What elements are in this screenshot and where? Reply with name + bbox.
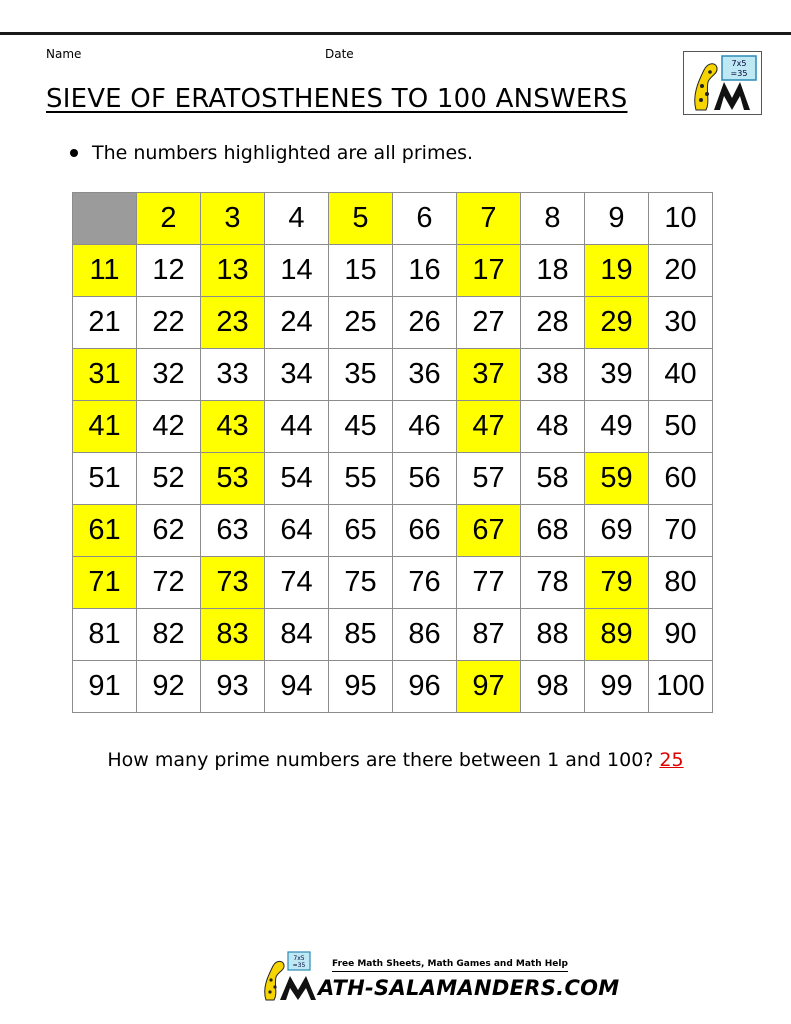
grid-cell: 36 — [393, 349, 457, 401]
grid-cell-prime: 97 — [457, 661, 521, 713]
grid-cell: 45 — [329, 401, 393, 453]
grid-cell-prime: 79 — [585, 557, 649, 609]
date-label: Date — [325, 47, 354, 61]
question-text: How many prime numbers are there between 1 and 100? — [107, 749, 654, 771]
grid-cell: 42 — [137, 401, 201, 453]
svg-text:7x5: 7x5 — [731, 59, 747, 68]
grid-cell: 58 — [521, 453, 585, 505]
grid-cell: 62 — [137, 505, 201, 557]
grid-row — [73, 661, 713, 713]
question — [0, 749, 791, 771]
grid-cell: 63 — [201, 505, 265, 557]
grid-row — [73, 297, 713, 349]
grid-cell: 80 — [649, 557, 713, 609]
grid-cell: 82 — [137, 609, 201, 661]
instruction-item — [70, 142, 473, 164]
grid-cell: 8 — [521, 193, 585, 245]
grid-cell: 68 — [521, 505, 585, 557]
grid-cell: 96 — [393, 661, 457, 713]
grid-cell: 10 — [649, 193, 713, 245]
grid-cell: 65 — [329, 505, 393, 557]
grid-cell: 52 — [137, 453, 201, 505]
grid-cell: 27 — [457, 297, 521, 349]
grid-cell-prime: 83 — [201, 609, 265, 661]
grid-cell-prime: 2 — [137, 193, 201, 245]
grid-cell-prime: 43 — [201, 401, 265, 453]
bullet-icon — [70, 149, 78, 157]
grid-cell: 84 — [265, 609, 329, 661]
logo — [683, 51, 762, 115]
grid-cell-prime: 17 — [457, 245, 521, 297]
grid-cell: 12 — [137, 245, 201, 297]
grid-cell: 70 — [649, 505, 713, 557]
grid-cell: 85 — [329, 609, 393, 661]
grid-cell: 88 — [521, 609, 585, 661]
grid-cell-prime: 37 — [457, 349, 521, 401]
grid-cell: 66 — [393, 505, 457, 557]
grid-cell: 100 — [649, 661, 713, 713]
grid-cell: 60 — [649, 453, 713, 505]
salamander-teacher-icon — [258, 950, 322, 1002]
footer-site-name: ATH-SALAMANDERS.COM — [318, 976, 620, 1000]
grid-cell: 46 — [393, 401, 457, 453]
grid-cell-prime: 19 — [585, 245, 649, 297]
grid-cell: 50 — [649, 401, 713, 453]
grid-cell: 55 — [329, 453, 393, 505]
grid-row — [73, 401, 713, 453]
grid-cell: 4 — [265, 193, 329, 245]
grid-cell-prime: 71 — [73, 557, 137, 609]
salamander-teacher-icon — [684, 52, 761, 114]
sieve-grid — [72, 192, 713, 713]
grid-cell: 76 — [393, 557, 457, 609]
grid-cell-prime: 47 — [457, 401, 521, 453]
grid-cell: 30 — [649, 297, 713, 349]
grid-cell: 33 — [201, 349, 265, 401]
grid-cell: 78 — [521, 557, 585, 609]
grid-cell-prime: 59 — [585, 453, 649, 505]
name-label: Name — [46, 47, 82, 61]
grid-cell-prime: 41 — [73, 401, 137, 453]
grid-cell: 95 — [329, 661, 393, 713]
grid-cell-crossed — [73, 193, 137, 245]
grid-cell: 90 — [649, 609, 713, 661]
grid-cell: 28 — [521, 297, 585, 349]
grid-cell-prime: 29 — [585, 297, 649, 349]
grid-cell: 18 — [521, 245, 585, 297]
grid-cell-prime: 89 — [585, 609, 649, 661]
grid-cell-prime: 3 — [201, 193, 265, 245]
grid-cell: 15 — [329, 245, 393, 297]
grid-cell-prime: 53 — [201, 453, 265, 505]
svg-text:=35: =35 — [730, 69, 748, 78]
grid-row — [73, 557, 713, 609]
svg-text:7x5: 7x5 — [293, 955, 305, 962]
grid-row — [73, 193, 713, 245]
grid-cell-prime: 61 — [73, 505, 137, 557]
grid-cell: 32 — [137, 349, 201, 401]
page-title: SIEVE OF ERATOSTHENES TO 100 ANSWERS — [46, 84, 628, 114]
grid-cell: 25 — [329, 297, 393, 349]
grid-cell: 22 — [137, 297, 201, 349]
grid-cell: 48 — [521, 401, 585, 453]
grid-row — [73, 349, 713, 401]
grid-cell: 92 — [137, 661, 201, 713]
grid-cell: 81 — [73, 609, 137, 661]
grid-row — [73, 505, 713, 557]
grid-cell: 94 — [265, 661, 329, 713]
answer-value: 25 — [659, 749, 684, 771]
grid-cell-prime: 23 — [201, 297, 265, 349]
grid-cell: 54 — [265, 453, 329, 505]
grid-cell-prime: 13 — [201, 245, 265, 297]
grid-row — [73, 245, 713, 297]
grid-cell-prime: 73 — [201, 557, 265, 609]
grid-cell: 57 — [457, 453, 521, 505]
grid-cell: 86 — [393, 609, 457, 661]
grid-cell: 39 — [585, 349, 649, 401]
grid-cell: 72 — [137, 557, 201, 609]
grid-cell: 77 — [457, 557, 521, 609]
grid-cell: 6 — [393, 193, 457, 245]
grid-cell: 51 — [73, 453, 137, 505]
instruction-text: The numbers highlighted are all primes. — [92, 142, 474, 164]
grid-cell: 56 — [393, 453, 457, 505]
footer-tagline: Free Math Sheets, Math Games and Math Help — [332, 959, 568, 972]
grid-cell: 49 — [585, 401, 649, 453]
grid-cell: 16 — [393, 245, 457, 297]
grid-cell: 75 — [329, 557, 393, 609]
grid-cell: 38 — [521, 349, 585, 401]
grid-cell: 98 — [521, 661, 585, 713]
grid-cell-prime: 67 — [457, 505, 521, 557]
grid-row — [73, 453, 713, 505]
grid-cell: 26 — [393, 297, 457, 349]
grid-row — [73, 609, 713, 661]
grid-cell: 35 — [329, 349, 393, 401]
grid-cell: 64 — [265, 505, 329, 557]
grid-cell: 20 — [649, 245, 713, 297]
grid-cell: 99 — [585, 661, 649, 713]
grid-cell-prime: 31 — [73, 349, 137, 401]
grid-cell: 91 — [73, 661, 137, 713]
grid-cell: 34 — [265, 349, 329, 401]
grid-cell-prime: 11 — [73, 245, 137, 297]
grid-cell: 14 — [265, 245, 329, 297]
grid-cell-prime: 7 — [457, 193, 521, 245]
footer-logo — [258, 950, 322, 1006]
grid-cell: 74 — [265, 557, 329, 609]
grid-cell: 69 — [585, 505, 649, 557]
grid-cell-prime: 5 — [329, 193, 393, 245]
svg-text:=35: =35 — [292, 962, 306, 969]
grid-cell: 44 — [265, 401, 329, 453]
grid-cell: 9 — [585, 193, 649, 245]
grid-cell: 87 — [457, 609, 521, 661]
grid-cell: 40 — [649, 349, 713, 401]
grid-cell: 93 — [201, 661, 265, 713]
grid-cell: 24 — [265, 297, 329, 349]
grid-cell: 21 — [73, 297, 137, 349]
top-rule — [0, 32, 791, 35]
